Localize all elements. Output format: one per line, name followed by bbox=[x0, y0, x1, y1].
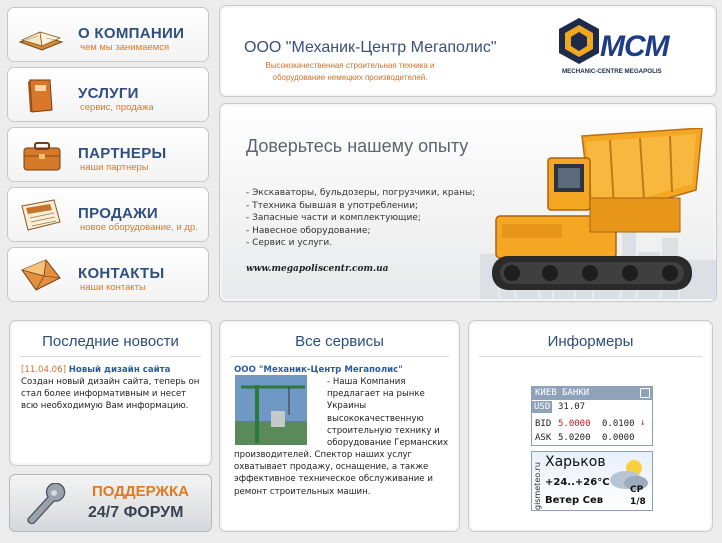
ask-value: 5.0200 bbox=[558, 433, 591, 443]
company-name: ООО "Механик-Центр Мегаполис" bbox=[244, 39, 497, 56]
banner-list-item: - Запасные части и комплектующие; bbox=[246, 213, 421, 223]
banner-list-item: - Навесное оборудование; bbox=[246, 225, 371, 236]
bid-change: 0.0100 bbox=[602, 419, 635, 429]
bid-value: 5.0000 bbox=[558, 419, 591, 429]
nav-item-services[interactable] bbox=[7, 67, 209, 122]
services-description-side bbox=[328, 364, 448, 376]
news-item bbox=[21, 364, 205, 412]
services-panel bbox=[219, 320, 460, 532]
weather-wind: Ветер Сев bbox=[545, 495, 604, 506]
nav-title: О КОМПАНИИ bbox=[78, 25, 185, 42]
nav-subtitle: сервис, продажа bbox=[80, 102, 154, 113]
news-date: [11.04.06] bbox=[21, 365, 66, 375]
logo-caption: MECHANIC-CENTRE MEGAPOLIS bbox=[562, 68, 662, 75]
weather-temperature: +24..+26°C bbox=[545, 477, 610, 488]
open-book-icon bbox=[16, 16, 66, 54]
corner-icon bbox=[640, 388, 650, 398]
company-description: Высококачественная строительная техника и оборудование немецких производителей. bbox=[265, 61, 435, 82]
divider bbox=[479, 356, 702, 357]
news-panel bbox=[9, 320, 212, 466]
currency-informer[interactable] bbox=[531, 386, 653, 446]
news-item-title[interactable]: Новый дизайн сайта bbox=[68, 365, 171, 375]
nav-title: ПРОДАЖИ bbox=[78, 205, 159, 222]
nav-subtitle: чем мы занимаемся bbox=[80, 42, 170, 53]
nav-title: КОНТАКТЫ bbox=[78, 265, 165, 282]
support-forum-button[interactable] bbox=[9, 474, 212, 532]
nav-item-partners[interactable] bbox=[7, 127, 209, 182]
news-title: Последние новости bbox=[42, 333, 179, 350]
ask-change: 0.0000 bbox=[602, 433, 635, 443]
banner-list-item: - Экскаваторы, бульдозеры, погрузчики, краны; bbox=[246, 188, 476, 198]
divider bbox=[20, 356, 201, 357]
informers-title: Информеры bbox=[547, 333, 634, 350]
banner-heading: Доверьтесь нашему опыту bbox=[246, 136, 469, 156]
company-logo[interactable] bbox=[556, 16, 704, 80]
services-title: Все сервисы bbox=[295, 333, 384, 350]
logo-letters: MCM bbox=[600, 30, 669, 63]
currency-code: USD bbox=[534, 402, 551, 412]
services-text-rest: производителей. Спектор наших услуг охватывает продажу, оснащение, а также эффективное техническое обслуживание и ремонт строительных машин. bbox=[234, 450, 433, 497]
dump-truck-image bbox=[490, 128, 706, 300]
banner-list-item: - Ттехника бывшая в употреблении; bbox=[246, 200, 419, 211]
nav-title: УСЛУГИ bbox=[78, 85, 139, 102]
header-panel bbox=[219, 5, 717, 97]
news-item-text: Создан новый дизайн сайта, теперь он стал более информативным и несет всю необходимую Вам информацию. bbox=[21, 377, 200, 411]
nav-title: ПАРТНЕРЫ bbox=[78, 145, 167, 162]
weather-code: СР bbox=[630, 485, 644, 495]
banner-list-item: - Сервис и услуги. bbox=[246, 238, 333, 248]
banner-list bbox=[246, 187, 475, 250]
nav-subtitle: новое оборудование, и др. bbox=[80, 222, 198, 233]
bid-label: BID bbox=[535, 419, 552, 429]
support-label: ПОДДЕРЖКА bbox=[92, 483, 189, 500]
rate-date: 31.07 bbox=[558, 402, 586, 412]
nav-item-about[interactable] bbox=[7, 7, 209, 62]
arrow-down-icon: ↓ bbox=[640, 418, 646, 428]
weather-cloud-cover: 1/8 bbox=[630, 497, 646, 507]
services-company-name[interactable]: ООО "Механик-Центр Мегаполис" bbox=[234, 365, 403, 375]
logo-emblem-icon bbox=[556, 16, 602, 66]
promo-banner bbox=[219, 103, 717, 302]
nav-subtitle: наши контакты bbox=[80, 282, 146, 293]
wrench-icon bbox=[22, 483, 66, 525]
weather-city: Харьков bbox=[545, 454, 606, 470]
nav-subtitle: наши партнеры bbox=[80, 162, 149, 173]
envelope-icon bbox=[16, 256, 66, 294]
weather-informer[interactable] bbox=[531, 451, 653, 511]
forum-label: 24/7 ФОРУМ bbox=[88, 504, 184, 521]
ask-label: ASK bbox=[535, 433, 552, 443]
nav-item-sales[interactable] bbox=[7, 187, 209, 242]
divider bbox=[230, 356, 449, 357]
bank-header: КИЕВ БАНКИ bbox=[532, 387, 652, 400]
briefcase-icon bbox=[16, 136, 66, 174]
services-text-side: - Наша Компания предлагает на рынке Украины высококачественную строительную технику и оборудование Германских bbox=[327, 377, 449, 449]
newspaper-icon bbox=[16, 196, 66, 234]
book-icon bbox=[16, 76, 66, 114]
weather-source: gismeteo.ru bbox=[533, 462, 542, 510]
website-link[interactable]: www.megapoliscentr.com.ua bbox=[246, 264, 389, 274]
nav-item-contacts[interactable] bbox=[7, 247, 209, 302]
informers-panel bbox=[468, 320, 713, 532]
crane-photo bbox=[235, 375, 307, 445]
cloud-sun-icon bbox=[606, 456, 650, 494]
